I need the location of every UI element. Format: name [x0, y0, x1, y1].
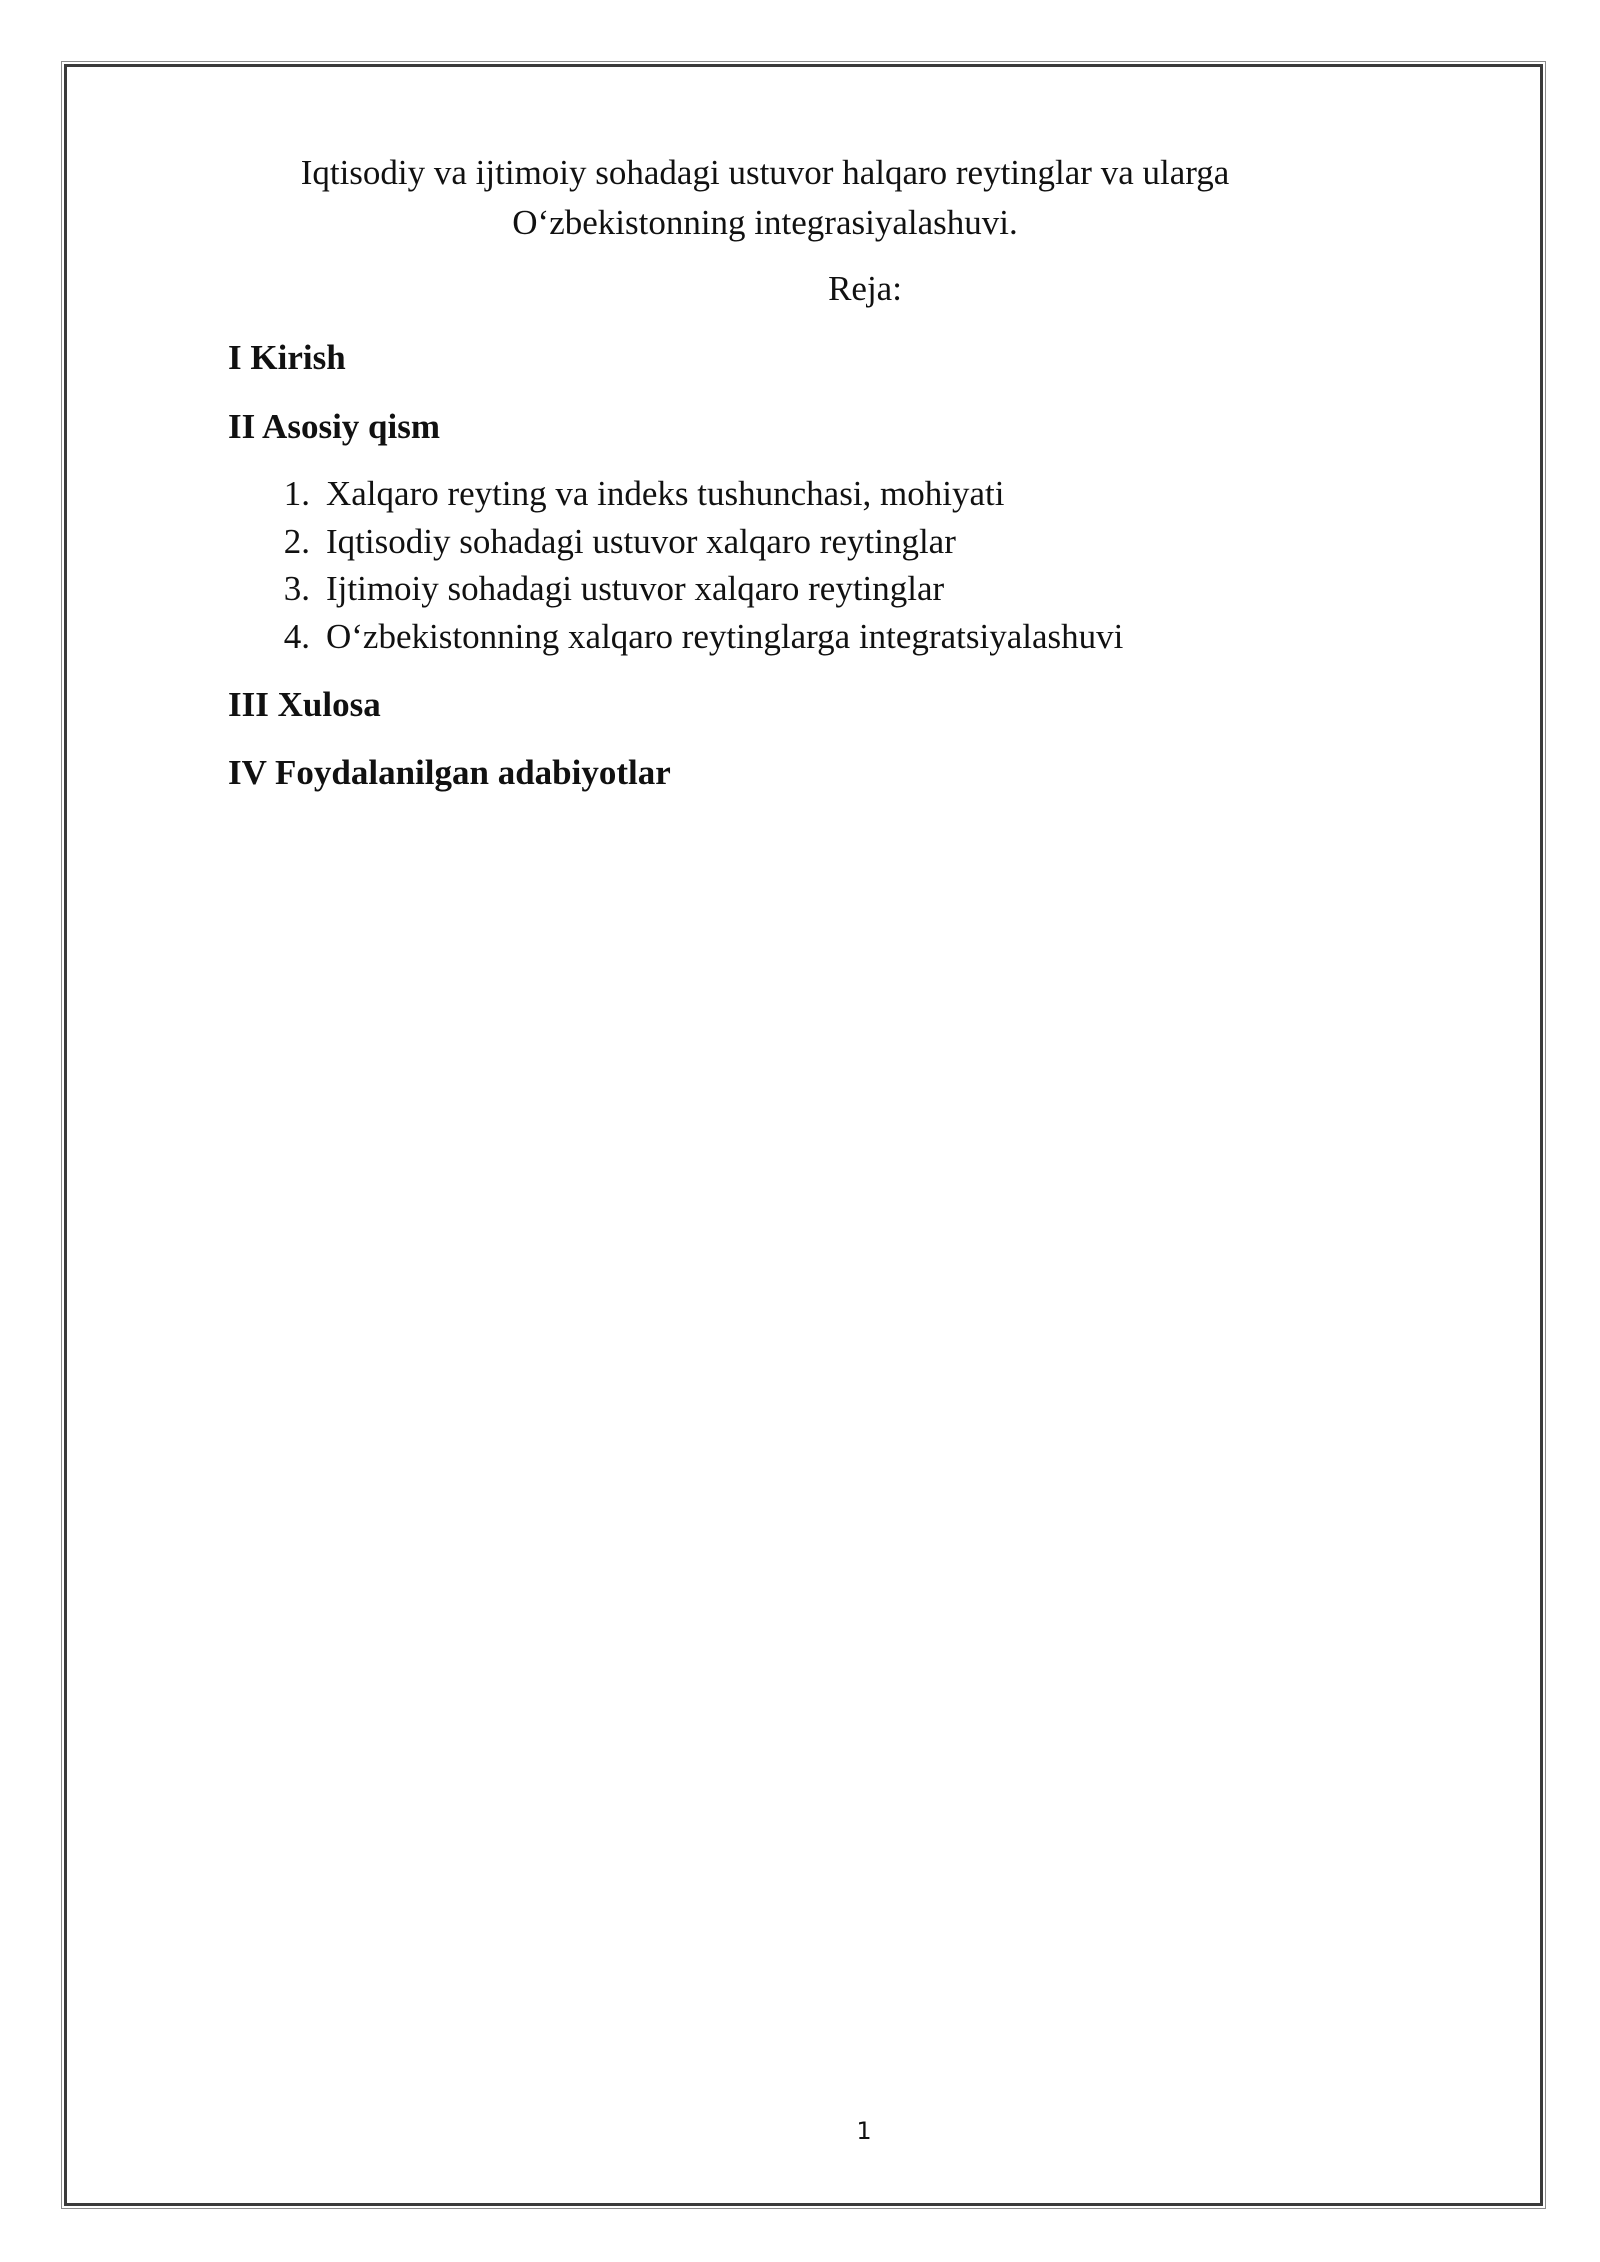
page-border: [64, 64, 1543, 2206]
list-item-text: O‘zbekistonning xalqaro reytinglarga integratsiyalashuvi: [326, 616, 1124, 656]
section-references: IV Foydalanilgan adabiyotlar: [228, 753, 671, 792]
document-title: Iqtisodiy va ijtimoiy sohadagi ustuvor halqaro reytinglar va ularga O‘zbekistonning integrasiyalashuvi.: [300, 153, 1230, 242]
list-item-number: 2.: [283, 521, 310, 561]
list-item-text: Ijtimoiy sohadagi ustuvor xalqaro reytinglar: [326, 569, 945, 608]
list-item-number: 3.: [283, 569, 310, 608]
list-item: [228, 613, 1428, 661]
list-item-number: 1.: [283, 474, 310, 513]
list-item: [228, 565, 1428, 613]
plan-heading: Reja:: [828, 269, 902, 308]
main-part-list: [228, 470, 1428, 660]
section-conclusion: III Xulosa: [228, 685, 381, 724]
list-item: [228, 470, 1428, 518]
list-item-text: Xalqaro reyting va indeks tushunchasi, mohiyati: [326, 474, 1005, 513]
section-main-part: II Asosiy qism: [228, 407, 441, 446]
section-introduction: I Kirish: [228, 338, 346, 377]
list-item-text: Iqtisodiy sohadagi ustuvor xalqaro reytinglar: [326, 521, 956, 561]
list-item-number: 4.: [283, 616, 310, 656]
list-item: [228, 518, 1428, 566]
page-number: 1: [856, 2117, 872, 2145]
